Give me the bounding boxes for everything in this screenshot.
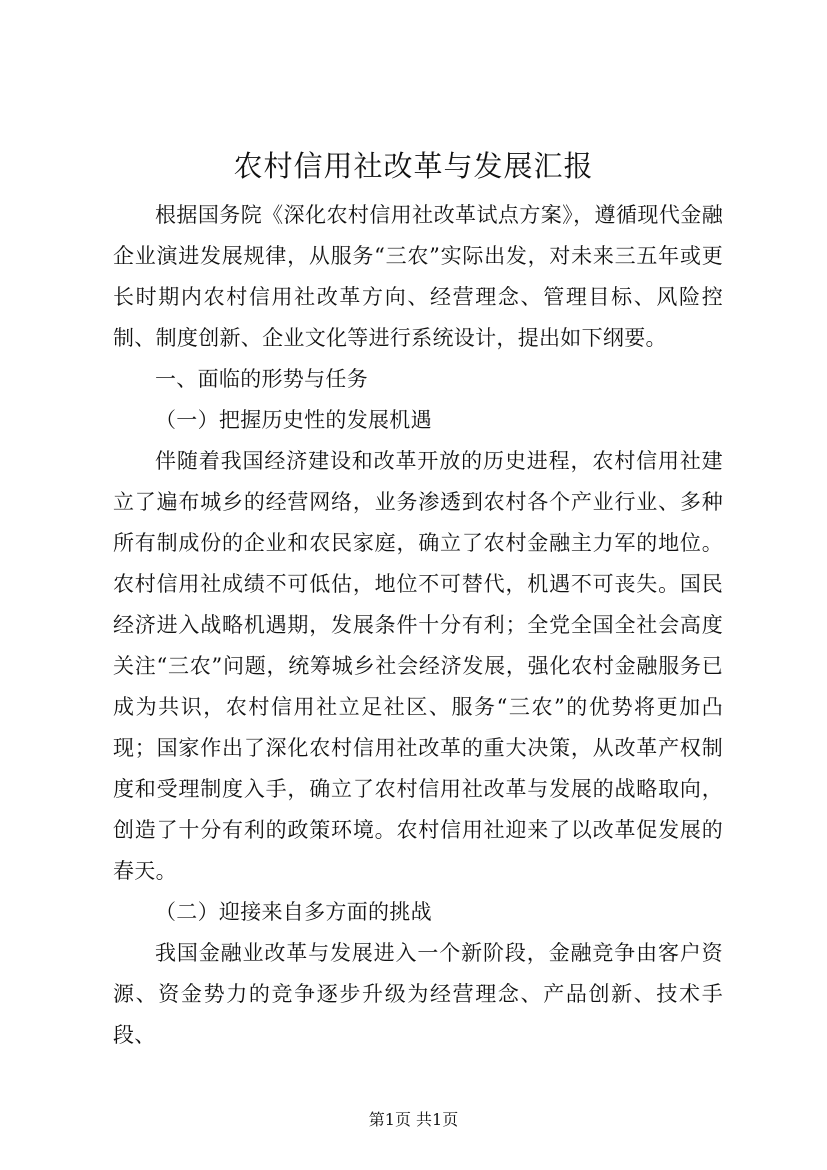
document-title: 农村信用社改革与发展汇报 [233, 149, 594, 183]
page-footer: 第1页 共1页 [368, 1110, 459, 1129]
body-paragraph-1: 伴随着我国经济建设和改革开放的历史进程，农村信用社建立了遍布城乡的经营网络，业务渗透到农村各个产业行业、多种所有制成份的企业和农民家庭，确立了农村金融主力军的地位。农村信用社成绩不可低估，地位不可替代，机遇不可丧失。国民经济进入战略机遇期，发展条件十分有利；全党全国全社会高度关注“三农”问题，统筹城乡社会经济发展，强化农村金融服务已成为共识，农村信用社立足社区、服务“三农”的优势将更加凸现；国家作出了深化农村信用社改革的重大决策，从改革产权制度和受理制度入手，确立了农村信用社改革与发展的战略取向，创造了十分有利的政策环境。农村信用社迎来了以改革促发展的春天。 [113, 449, 723, 883]
subsection-heading-1: （一）把握历史性的发展机遇 [155, 408, 432, 432]
intro-paragraph: 根据国务院《深化农村信用社改革试点方案》，遵循现代金融企业演进发展规律，从服务“三农”实际出发，对未来三五年或更长时期内农村信用社改革方向、经营理念、管理目标、风险控制、制度创新、企业文化等进行系统设计，提出如下纲要。 [113, 203, 723, 350]
subsection-heading-2: （二）迎接来自多方面的挑战 [155, 900, 432, 924]
document-body [113, 195, 723, 1056]
section-heading-1: 一、面临的形势与任务 [155, 367, 368, 391]
body-paragraph-2: 我国金融业改革与发展进入一个新阶段，金融竞争由客户资源、资金势力的竞争逐步升级为经营理念、产品创新、技术手段、 [113, 941, 723, 1047]
